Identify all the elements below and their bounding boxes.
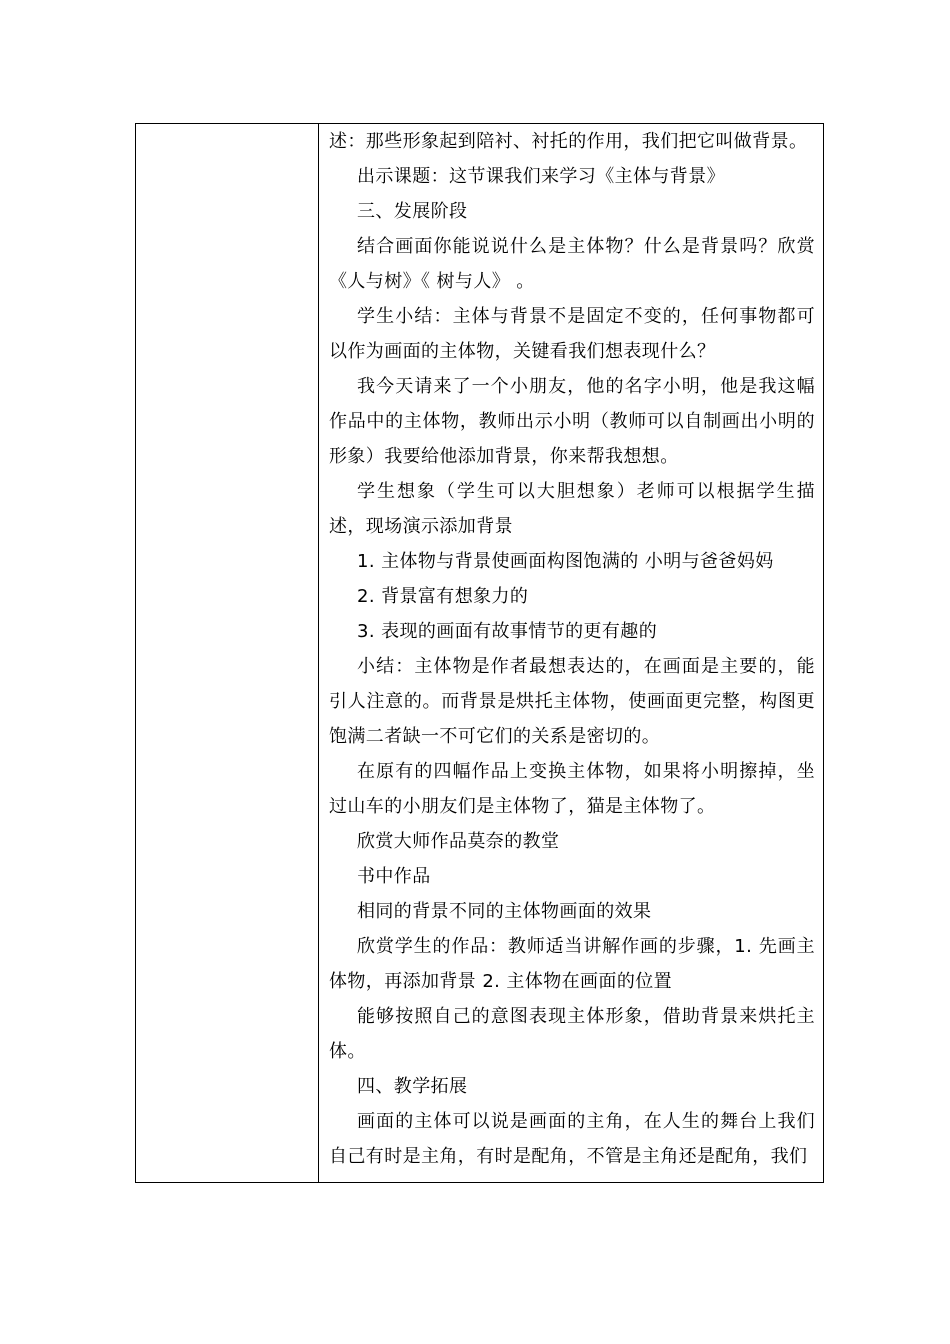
paragraph-change-subject: 在原有的四幅作品上变换主体物，如果将小明擦掉，坐过山车的小朋友们是主体物了，猫是主体物了。 <box>329 761 815 817</box>
section-heading-extension: 四、教学拓展 <box>357 1076 468 1097</box>
paragraph-show-topic: 出示课题：这节课我们来学习《主体与背景》 <box>357 166 725 187</box>
paragraph-monet: 欣赏大师作品莫奈的教堂 <box>357 831 560 852</box>
paragraph-intention: 能够按照自己的意图表现主体形象，借助背景来烘托主体。 <box>329 1006 815 1062</box>
paragraph-summary: 小结：主体物是作者最想表达的，在画面是主要的，能引人注意的。而背景是烘托主体物，使画面更完整，构图更饱满二者缺一不可它们的关系是密切的。 <box>329 656 815 747</box>
paragraph-student-works: 欣赏学生的作品：教师适当讲解作画的步骤，1. 先画主体物，再添加背景 2. 主体物在画面的位置 <box>329 936 815 992</box>
paragraph-intro-continuation: 述：那些形象起到陪衬、衬托的作用，我们把它叫做背景。 <box>329 131 808 152</box>
paragraph-xiaoming: 我今天请来了一个小朋友，他的名字小明，他是我这幅作品中的主体物，教师出示小明（教师可以自制画出小明的形象）我要给他添加背景，你来帮我想想。 <box>329 376 815 467</box>
table-row <box>136 124 824 1183</box>
list-item-3: 3. 表现的画面有故事情节的更有趣的 <box>357 621 658 642</box>
paragraph-question: 结合画面你能说说什么是主体物？什么是背景吗？欣赏《人与树》《 树与人》 。 <box>329 236 815 292</box>
lesson-content-cell <box>319 124 824 1183</box>
paragraph-student-imagination: 学生想象（学生可以大胆想象）老师可以根据学生描述，现场演示添加背景 <box>329 481 815 537</box>
paragraph-protagonist: 画面的主体可以说是画面的主角，在人生的舞台上我们自己有时是主角，有时是配角，不管是主角还是配角，我们 <box>329 1111 815 1167</box>
lesson-plan-table <box>135 123 824 1183</box>
left-empty-cell <box>136 124 319 1183</box>
list-item-1: 1. 主体物与背景使画面构图饱满的 小明与爸爸妈妈 <box>357 551 774 572</box>
section-heading-development: 三、发展阶段 <box>357 201 468 222</box>
lesson-content <box>319 124 823 1174</box>
paragraph-same-background: 相同的背景不同的主体物画面的效果 <box>357 901 652 922</box>
paragraph-book-works: 书中作品 <box>357 866 431 887</box>
list-item-2: 2. 背景富有想象力的 <box>357 586 529 607</box>
paragraph-student-summary: 学生小结：主体与背景不是固定不变的，任何事物都可以作为画面的主体物，关键看我们想表现什么？ <box>329 306 815 362</box>
